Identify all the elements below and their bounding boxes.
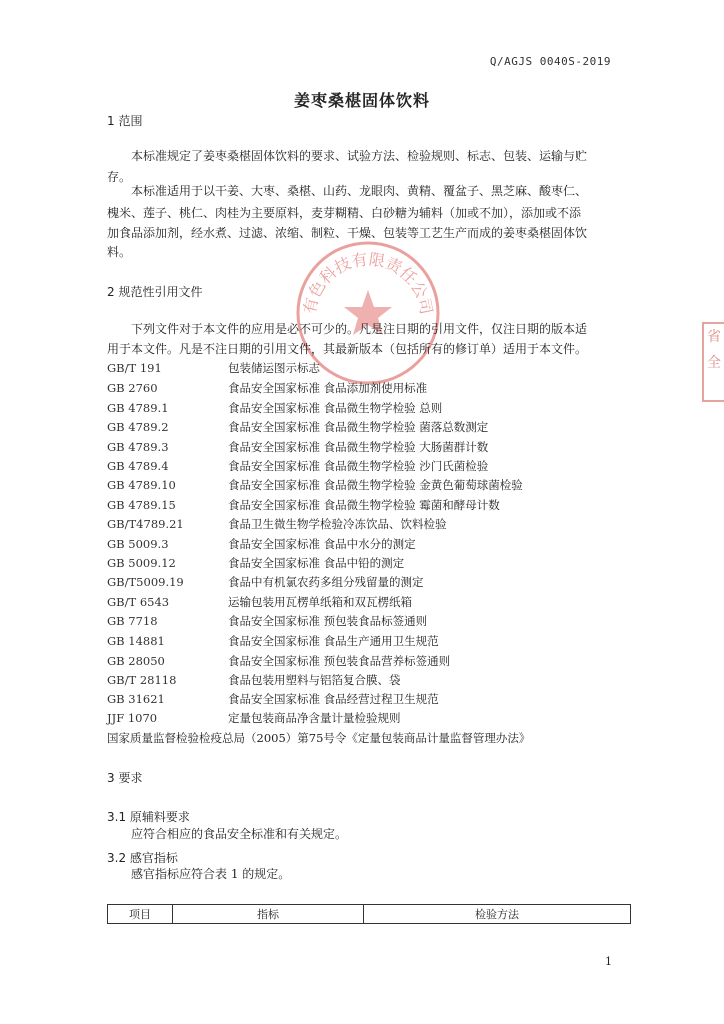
reference-row — [107, 592, 627, 612]
reference-code: GB/T 28118 — [107, 673, 177, 687]
table-header-method: 检验方法 — [364, 905, 631, 924]
reference-code: GB 28050 — [107, 654, 165, 668]
section-1-heading: 1 范围 — [107, 114, 143, 128]
reference-code: GB 5009.12 — [107, 556, 176, 570]
reference-row — [107, 398, 627, 418]
standard-code: Q/AGJS 0040S-2019 — [489, 55, 611, 68]
reference-row — [107, 611, 627, 631]
reference-title: 食品安全国家标准 食品微生物学检验 霉菌和酵母计数 — [228, 498, 500, 512]
reference-title: 食品安全国家标准 食品经营过程卫生规范 — [228, 692, 439, 706]
reference-title: 食品安全国家标准 食品微生物学检验 大肠菌群计数 — [228, 440, 489, 454]
reference-code: GB 5009.3 — [107, 537, 169, 551]
scope-paragraph-2-line-3: 加食品添加剂，经水煮、过滤、浓缩、制粒、干燥、包装等工艺生产而成的姜枣桑椹固体饮 — [107, 226, 588, 240]
reference-code: GB 4789.10 — [107, 478, 176, 492]
reference-row — [107, 534, 627, 554]
reference-title: 食品安全国家标准 食品微生物学检验 沙门氏菌检验 — [228, 459, 489, 473]
reference-row — [107, 670, 627, 690]
scope-paragraph-2-line-1: 本标准适用于以干姜、大枣、桑椹、山药、龙眼肉、黄精、覆盆子、黑芝麻、酸枣仁、 — [131, 184, 588, 198]
reference-title: 食品安全国家标准 食品微生物学检验 菌落总数测定 — [228, 420, 489, 434]
reference-row — [107, 437, 627, 457]
section-3-2-heading: 3.2 感官指标 — [107, 851, 178, 865]
reference-code: GB 4789.1 — [107, 401, 169, 415]
section-2-heading: 2 规范性引用文件 — [107, 285, 203, 299]
reference-code: GB 31621 — [107, 692, 165, 706]
table-header-indicator: 指标 — [173, 905, 364, 924]
reference-row — [107, 475, 627, 495]
reference-code: JJF 1070 — [107, 711, 158, 725]
reference-code: GB/T4789.21 — [107, 517, 184, 531]
edge-stamp-line-2: 全 — [707, 355, 721, 371]
table-header-row — [108, 905, 631, 924]
reference-code: GB 4789.15 — [107, 498, 176, 512]
edge-stamp-line-1: 省 — [707, 329, 721, 345]
reference-title: 食品包装用塑料与铝箔复合膜、袋 — [228, 673, 401, 687]
scope-paragraph-1-line-1: 本标准规定了姜枣桑椹固体饮料的要求、试验方法、检验规则、标志、包装、运输与贮 — [131, 149, 588, 163]
reference-title: 食品安全国家标准 食品中水分的测定 — [228, 537, 416, 551]
section-3-1-heading: 3.1 原辅料要求 — [107, 810, 190, 824]
reference-code: GB 4789.4 — [107, 459, 169, 473]
reference-row — [107, 572, 627, 592]
reference-title: 包装储运图示标志 — [228, 361, 320, 375]
reference-code: GB 14881 — [107, 634, 165, 648]
reference-title: 食品安全国家标准 食品微生物学检验 金黄色葡萄球菌检验 — [228, 478, 523, 492]
sensory-table — [107, 904, 631, 924]
reference-title: 食品安全国家标准 食品生产通用卫生规范 — [228, 634, 439, 648]
normative-paragraph-line-1: 下列文件对于本文件的应用是必不可少的。凡是注日期的引用文件，仅注日期的版本适 — [131, 322, 588, 336]
decree-line: 国家质量监督检验检疫总局（2005）第75号令《定量包装商品计量监督管理办法》 — [107, 731, 531, 745]
reference-row — [107, 689, 627, 709]
edge-stamp — [702, 322, 724, 402]
scope-paragraph-2-line-2: 槐米、莲子、桃仁、肉桂为主要原料，麦芽糊精、白砂糖为辅料（加或不加），添加或不添 — [107, 206, 582, 220]
reference-title: 定量包装商品净含量计量检验规则 — [228, 711, 401, 725]
reference-title: 食品卫生微生物学检验冷冻饮品、饮料检验 — [228, 517, 447, 531]
reference-title: 食品安全国家标准 食品中铅的测定 — [228, 556, 405, 570]
reference-row — [107, 651, 627, 671]
reference-row — [107, 514, 627, 534]
scope-paragraph-1-line-2: 存。 — [107, 170, 132, 184]
reference-code: GB/T 191 — [107, 361, 162, 375]
document-title: 姜枣桑椹固体饮料 — [293, 91, 430, 110]
reference-row — [107, 708, 627, 728]
reference-title: 运输包装用瓦楞单纸箱和双瓦楞纸箱 — [228, 595, 412, 609]
seal-text: 有色科技有限责任公司 — [299, 249, 437, 316]
table-header-item: 项目 — [108, 905, 173, 924]
reference-row — [107, 495, 627, 515]
reference-title: 食品安全国家标准 预包装食品营养标签通则 — [228, 654, 451, 668]
reference-row — [107, 553, 627, 573]
reference-row — [107, 358, 627, 378]
reference-title: 食品安全国家标准 食品添加剂使用标准 — [228, 381, 428, 395]
reference-code: GB 4789.3 — [107, 440, 169, 454]
reference-title: 食品安全国家标准 预包装食品标签通则 — [228, 614, 428, 628]
section-3-1-text: 应符合相应的食品安全标准和有关规定。 — [131, 827, 348, 841]
reference-row — [107, 378, 627, 398]
reference-title: 食品中有机氯农药多组分残留量的测定 — [228, 575, 424, 589]
reference-code: GB 7718 — [107, 614, 158, 628]
page-number: 1 — [605, 955, 612, 968]
normative-paragraph-line-2: 用于本文件。凡是不注日期的引用文件，其最新版本（包括所有的修订单）适用于本文件。 — [107, 342, 588, 356]
reference-code: GB/T 6543 — [107, 595, 170, 609]
reference-row — [107, 631, 627, 651]
reference-code: GB 2760 — [107, 381, 158, 395]
reference-row — [107, 456, 627, 476]
reference-code: GB 4789.2 — [107, 420, 169, 434]
reference-code: GB/T5009.19 — [107, 575, 184, 589]
section-3-2-text: 感官指标应符合表 1 的规定。 — [131, 867, 291, 881]
reference-title: 食品安全国家标准 食品微生物学检验 总则 — [228, 401, 443, 415]
scope-paragraph-2-line-4: 料。 — [107, 245, 132, 259]
reference-row — [107, 417, 627, 437]
section-3-heading: 3 要求 — [107, 771, 143, 785]
